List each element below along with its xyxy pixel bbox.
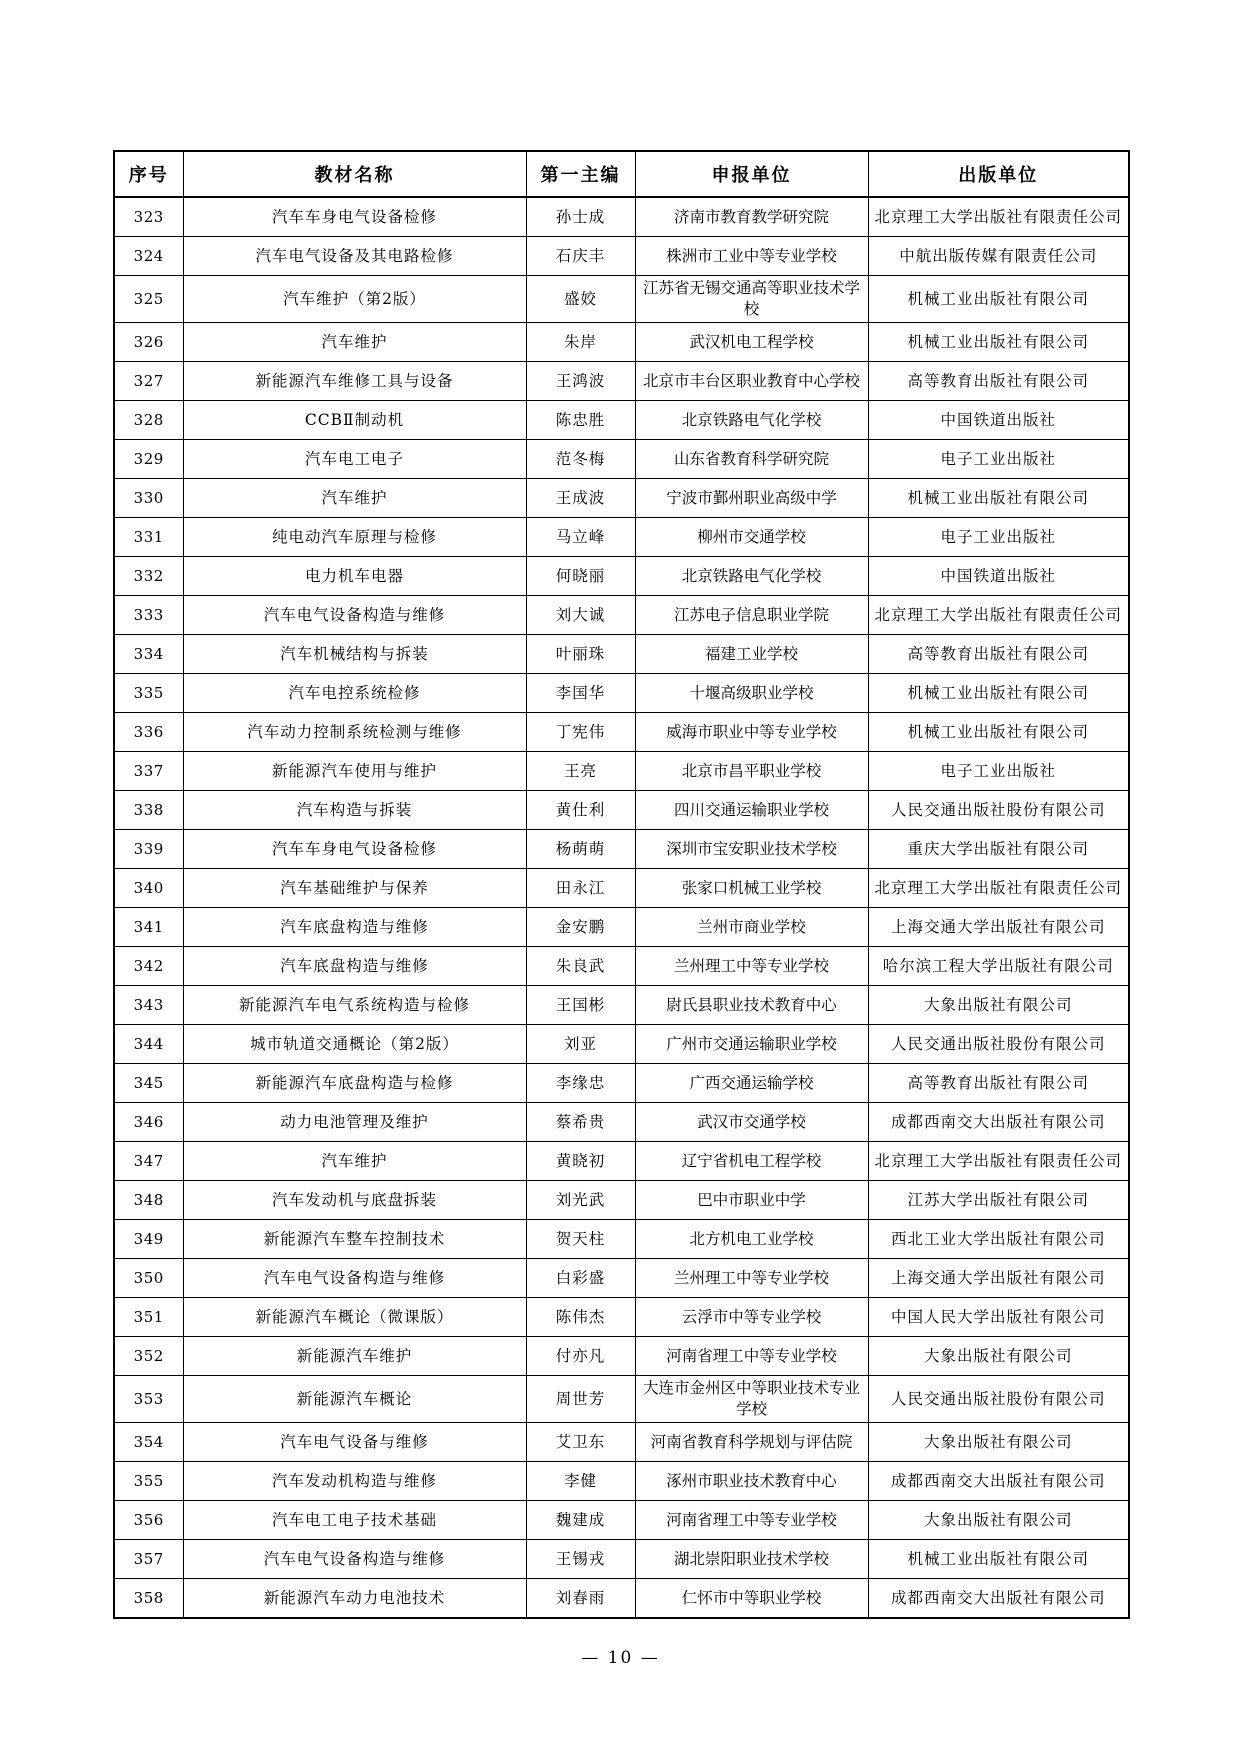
- cell-no: 358: [114, 1579, 183, 1619]
- column-header-publisher: 出版单位: [868, 151, 1129, 197]
- cell-editor: 刘春雨: [526, 1579, 635, 1619]
- cell-org: 北方机电工业学校: [635, 1220, 868, 1259]
- cell-no: 357: [114, 1540, 183, 1579]
- table-row: [114, 869, 1129, 908]
- cell-publisher: 人民交通出版社股份有限公司: [868, 1025, 1129, 1064]
- table-row: [114, 1376, 1129, 1423]
- cell-org: 河南省理工中等专业学校: [635, 1501, 868, 1540]
- cell-editor: 何晓丽: [526, 557, 635, 596]
- cell-no: 329: [114, 440, 183, 479]
- cell-editor: 李健: [526, 1462, 635, 1501]
- cell-publisher: 中航出版传媒有限责任公司: [868, 237, 1129, 276]
- cell-org: 四川交通运输职业学校: [635, 791, 868, 830]
- cell-org: 广州市交通运输职业学校: [635, 1025, 868, 1064]
- table-row: [114, 1337, 1129, 1376]
- cell-no: 352: [114, 1337, 183, 1376]
- table-row: [114, 1220, 1129, 1259]
- cell-org: 宁波市鄞州职业高级中学: [635, 479, 868, 518]
- table-row: [114, 947, 1129, 986]
- cell-editor: 田永江: [526, 869, 635, 908]
- cell-org: 株洲市工业中等专业学校: [635, 237, 868, 276]
- table-row: [114, 1259, 1129, 1298]
- cell-publisher: 机械工业出版社有限公司: [868, 674, 1129, 713]
- cell-title: 汽车电气设备及其电路检修: [183, 237, 526, 276]
- table-row: [114, 362, 1129, 401]
- cell-publisher: 机械工业出版社有限公司: [868, 1540, 1129, 1579]
- cell-publisher: 电子工业出版社: [868, 440, 1129, 479]
- cell-title: 汽车电气设备构造与维修: [183, 1540, 526, 1579]
- cell-no: 347: [114, 1142, 183, 1181]
- cell-no: 335: [114, 674, 183, 713]
- cell-title: 汽车基础维护与保养: [183, 869, 526, 908]
- cell-no: 355: [114, 1462, 183, 1501]
- cell-editor: 白彩盛: [526, 1259, 635, 1298]
- cell-title: 汽车机械结构与拆装: [183, 635, 526, 674]
- cell-org: 武汉市交通学校: [635, 1103, 868, 1142]
- cell-editor: 石庆丰: [526, 237, 635, 276]
- table-row: [114, 1103, 1129, 1142]
- cell-no: 342: [114, 947, 183, 986]
- cell-title: 电力机车电器: [183, 557, 526, 596]
- table-row: [114, 197, 1129, 237]
- cell-no: 338: [114, 791, 183, 830]
- cell-title: 汽车维护: [183, 1142, 526, 1181]
- cell-title: 汽车电气设备构造与维修: [183, 1259, 526, 1298]
- cell-org: 柳州市交通学校: [635, 518, 868, 557]
- cell-title: 汽车车身电气设备检修: [183, 830, 526, 869]
- cell-no: 323: [114, 197, 183, 237]
- cell-editor: 丁宪伟: [526, 713, 635, 752]
- cell-title: 新能源汽车概论（微课版）: [183, 1298, 526, 1337]
- cell-title: 汽车底盘构造与维修: [183, 947, 526, 986]
- cell-org: 云浮市中等专业学校: [635, 1298, 868, 1337]
- cell-editor: 魏建成: [526, 1501, 635, 1540]
- table-row: [114, 323, 1129, 362]
- cell-title: 汽车电工电子技术基础: [183, 1501, 526, 1540]
- cell-org: 兰州市商业学校: [635, 908, 868, 947]
- table-row: [114, 596, 1129, 635]
- cell-org: 济南市教育教学研究院: [635, 197, 868, 237]
- cell-org: 兰州理工中等专业学校: [635, 1259, 868, 1298]
- cell-publisher: 高等教育出版社有限公司: [868, 1064, 1129, 1103]
- table-header-row: [114, 151, 1129, 197]
- cell-publisher: 高等教育出版社有限公司: [868, 635, 1129, 674]
- cell-editor: 周世芳: [526, 1376, 635, 1423]
- table-header: [114, 151, 1129, 197]
- cell-no: 327: [114, 362, 183, 401]
- cell-title: 城市轨道交通概论（第2版）: [183, 1025, 526, 1064]
- table-row: [114, 1501, 1129, 1540]
- cell-title: 汽车维护（第2版）: [183, 276, 526, 323]
- cell-publisher: 电子工业出版社: [868, 518, 1129, 557]
- cell-title: 新能源汽车动力电池技术: [183, 1579, 526, 1619]
- cell-editor: 李国华: [526, 674, 635, 713]
- table-row: [114, 1181, 1129, 1220]
- cell-title: 汽车维护: [183, 323, 526, 362]
- table-row: [114, 791, 1129, 830]
- cell-no: 328: [114, 401, 183, 440]
- cell-title: 汽车维护: [183, 479, 526, 518]
- cell-title: 新能源汽车维修工具与设备: [183, 362, 526, 401]
- cell-publisher: 机械工业出版社有限公司: [868, 323, 1129, 362]
- table-body: [114, 197, 1129, 1618]
- table-row: [114, 1064, 1129, 1103]
- cell-no: 331: [114, 518, 183, 557]
- cell-no: 332: [114, 557, 183, 596]
- cell-org: 兰州理工中等专业学校: [635, 947, 868, 986]
- column-header-title: 教材名称: [183, 151, 526, 197]
- table-row: [114, 674, 1129, 713]
- cell-editor: 黄仕利: [526, 791, 635, 830]
- cell-title: 新能源汽车底盘构造与检修: [183, 1064, 526, 1103]
- cell-org: 巴中市职业中学: [635, 1181, 868, 1220]
- table-row: [114, 830, 1129, 869]
- cell-no: 339: [114, 830, 183, 869]
- cell-editor: 王鸿波: [526, 362, 635, 401]
- cell-org: 北京铁路电气化学校: [635, 557, 868, 596]
- cell-title: 汽车构造与拆装: [183, 791, 526, 830]
- cell-no: 330: [114, 479, 183, 518]
- cell-editor: 马立峰: [526, 518, 635, 557]
- cell-publisher: 成都西南交大出版社有限公司: [868, 1462, 1129, 1501]
- cell-publisher: 人民交通出版社股份有限公司: [868, 1376, 1129, 1423]
- cell-publisher: 北京理工大学出版社有限责任公司: [868, 1142, 1129, 1181]
- cell-title: 动力电池管理及维护: [183, 1103, 526, 1142]
- table-row: [114, 1025, 1129, 1064]
- page-number: — 10 —: [581, 1648, 660, 1668]
- column-header-no: 序号: [114, 151, 183, 197]
- cell-title: 新能源汽车整车控制技术: [183, 1220, 526, 1259]
- cell-title: 汽车底盘构造与维修: [183, 908, 526, 947]
- cell-no: 325: [114, 276, 183, 323]
- cell-no: 351: [114, 1298, 183, 1337]
- cell-editor: 杨萌萌: [526, 830, 635, 869]
- cell-publisher: 大象出版社有限公司: [868, 1337, 1129, 1376]
- cell-editor: 王成波: [526, 479, 635, 518]
- cell-no: 333: [114, 596, 183, 635]
- cell-title: 新能源汽车维护: [183, 1337, 526, 1376]
- table-row: [114, 1142, 1129, 1181]
- cell-title: 新能源汽车概论: [183, 1376, 526, 1423]
- cell-title: 新能源汽车使用与维护: [183, 752, 526, 791]
- cell-org: 威海市职业中等专业学校: [635, 713, 868, 752]
- cell-publisher: 机械工业出版社有限公司: [868, 479, 1129, 518]
- cell-editor: 付亦凡: [526, 1337, 635, 1376]
- cell-editor: 范冬梅: [526, 440, 635, 479]
- cell-publisher: 中国铁道出版社: [868, 401, 1129, 440]
- cell-title: 汽车发动机与底盘拆装: [183, 1181, 526, 1220]
- cell-editor: 朱良武: [526, 947, 635, 986]
- cell-title: 汽车电气设备构造与维修: [183, 596, 526, 635]
- cell-editor: 王亮: [526, 752, 635, 791]
- cell-org: 北京市丰台区职业教育中心学校: [635, 362, 868, 401]
- cell-publisher: 成都西南交大出版社有限公司: [868, 1103, 1129, 1142]
- column-header-editor: 第一主编: [526, 151, 635, 197]
- cell-editor: 李缘忠: [526, 1064, 635, 1103]
- table-row: [114, 713, 1129, 752]
- cell-no: 346: [114, 1103, 183, 1142]
- cell-editor: 叶丽珠: [526, 635, 635, 674]
- table-row: [114, 1298, 1129, 1337]
- table-row: [114, 401, 1129, 440]
- cell-title: 汽车电气设备与维修: [183, 1423, 526, 1462]
- cell-publisher: 机械工业出版社有限公司: [868, 276, 1129, 323]
- cell-no: 343: [114, 986, 183, 1025]
- cell-publisher: 上海交通大学出版社有限公司: [868, 1259, 1129, 1298]
- cell-editor: 盛姣: [526, 276, 635, 323]
- cell-title: CCBⅡ制动机: [183, 401, 526, 440]
- cell-editor: 刘亚: [526, 1025, 635, 1064]
- cell-no: 349: [114, 1220, 183, 1259]
- textbook-table: [113, 150, 1130, 1619]
- cell-publisher: 中国铁道出版社: [868, 557, 1129, 596]
- cell-publisher: 高等教育出版社有限公司: [868, 362, 1129, 401]
- cell-no: 354: [114, 1423, 183, 1462]
- table-row: [114, 440, 1129, 479]
- table-row: [114, 276, 1129, 323]
- cell-publisher: 大象出版社有限公司: [868, 1501, 1129, 1540]
- cell-publisher: 人民交通出版社股份有限公司: [868, 791, 1129, 830]
- cell-publisher: 江苏大学出版社有限公司: [868, 1181, 1129, 1220]
- cell-title: 汽车车身电气设备检修: [183, 197, 526, 237]
- cell-publisher: 北京理工大学出版社有限责任公司: [868, 869, 1129, 908]
- cell-title: 汽车电工电子: [183, 440, 526, 479]
- cell-publisher: 成都西南交大出版社有限公司: [868, 1579, 1129, 1619]
- cell-editor: 王锡戎: [526, 1540, 635, 1579]
- cell-no: 344: [114, 1025, 183, 1064]
- table-row: [114, 518, 1129, 557]
- table-row: [114, 635, 1129, 674]
- table-row: [114, 479, 1129, 518]
- cell-title: 汽车动力控制系统检测与维修: [183, 713, 526, 752]
- cell-no: 350: [114, 1259, 183, 1298]
- cell-editor: 刘大诚: [526, 596, 635, 635]
- cell-publisher: 北京理工大学出版社有限责任公司: [868, 197, 1129, 237]
- cell-title: 纯电动汽车原理与检修: [183, 518, 526, 557]
- cell-org: 深圳市宝安职业技术学校: [635, 830, 868, 869]
- table-row: [114, 986, 1129, 1025]
- cell-publisher: 大象出版社有限公司: [868, 1423, 1129, 1462]
- cell-org: 涿州市职业技术教育中心: [635, 1462, 868, 1501]
- cell-org: 张家口机械工业学校: [635, 869, 868, 908]
- cell-no: 326: [114, 323, 183, 362]
- cell-org: 湖北崇阳职业技术学校: [635, 1540, 868, 1579]
- cell-publisher: 大象出版社有限公司: [868, 986, 1129, 1025]
- cell-org: 武汉机电工程学校: [635, 323, 868, 362]
- cell-no: 348: [114, 1181, 183, 1220]
- cell-publisher: 机械工业出版社有限公司: [868, 713, 1129, 752]
- table-row: [114, 1423, 1129, 1462]
- cell-title: 新能源汽车电气系统构造与检修: [183, 986, 526, 1025]
- cell-org: 辽宁省机电工程学校: [635, 1142, 868, 1181]
- cell-no: 337: [114, 752, 183, 791]
- cell-org: 北京市昌平职业学校: [635, 752, 868, 791]
- cell-publisher: 重庆大学出版社有限公司: [868, 830, 1129, 869]
- cell-org: 江苏省无锡交通高等职业技术学校: [635, 276, 868, 323]
- cell-no: 324: [114, 237, 183, 276]
- cell-org: 大连市金州区中等职业技术专业学校: [635, 1376, 868, 1423]
- cell-no: 341: [114, 908, 183, 947]
- cell-editor: 孙士成: [526, 197, 635, 237]
- table-row: [114, 1462, 1129, 1501]
- cell-editor: 艾卫东: [526, 1423, 635, 1462]
- cell-title: 汽车发动机构造与维修: [183, 1462, 526, 1501]
- cell-org: 尉氏县职业技术教育中心: [635, 986, 868, 1025]
- cell-org: 江苏电子信息职业学院: [635, 596, 868, 635]
- cell-no: 345: [114, 1064, 183, 1103]
- cell-editor: 贺天柱: [526, 1220, 635, 1259]
- cell-org: 仁怀市中等职业学校: [635, 1579, 868, 1619]
- cell-editor: 朱岸: [526, 323, 635, 362]
- cell-publisher: 哈尔滨工程大学出版社有限公司: [868, 947, 1129, 986]
- cell-publisher: 中国人民大学出版社有限公司: [868, 1298, 1129, 1337]
- cell-no: 334: [114, 635, 183, 674]
- cell-no: 353: [114, 1376, 183, 1423]
- cell-editor: 陈伟杰: [526, 1298, 635, 1337]
- cell-title: 汽车电控系统检修: [183, 674, 526, 713]
- cell-editor: 黄晓初: [526, 1142, 635, 1181]
- column-header-org: 申报单位: [635, 151, 868, 197]
- cell-publisher: 北京理工大学出版社有限责任公司: [868, 596, 1129, 635]
- cell-no: 356: [114, 1501, 183, 1540]
- table-row: [114, 237, 1129, 276]
- table-row: [114, 557, 1129, 596]
- table-row: [114, 1579, 1129, 1619]
- cell-org: 山东省教育科学研究院: [635, 440, 868, 479]
- cell-org: 北京铁路电气化学校: [635, 401, 868, 440]
- cell-publisher: 上海交通大学出版社有限公司: [868, 908, 1129, 947]
- cell-publisher: 西北工业大学出版社有限公司: [868, 1220, 1129, 1259]
- table-row: [114, 908, 1129, 947]
- cell-org: 福建工业学校: [635, 635, 868, 674]
- cell-org: 十堰高级职业学校: [635, 674, 868, 713]
- table-row: [114, 1540, 1129, 1579]
- table-row: [114, 752, 1129, 791]
- cell-editor: 刘光武: [526, 1181, 635, 1220]
- cell-no: 336: [114, 713, 183, 752]
- cell-no: 340: [114, 869, 183, 908]
- cell-editor: 蔡希贵: [526, 1103, 635, 1142]
- cell-org: 河南省理工中等专业学校: [635, 1337, 868, 1376]
- cell-org: 河南省教育科学规划与评估院: [635, 1423, 868, 1462]
- cell-editor: 陈忠胜: [526, 401, 635, 440]
- cell-editor: 王国彬: [526, 986, 635, 1025]
- cell-publisher: 电子工业出版社: [868, 752, 1129, 791]
- cell-org: 广西交通运输学校: [635, 1064, 868, 1103]
- cell-editor: 金安鹏: [526, 908, 635, 947]
